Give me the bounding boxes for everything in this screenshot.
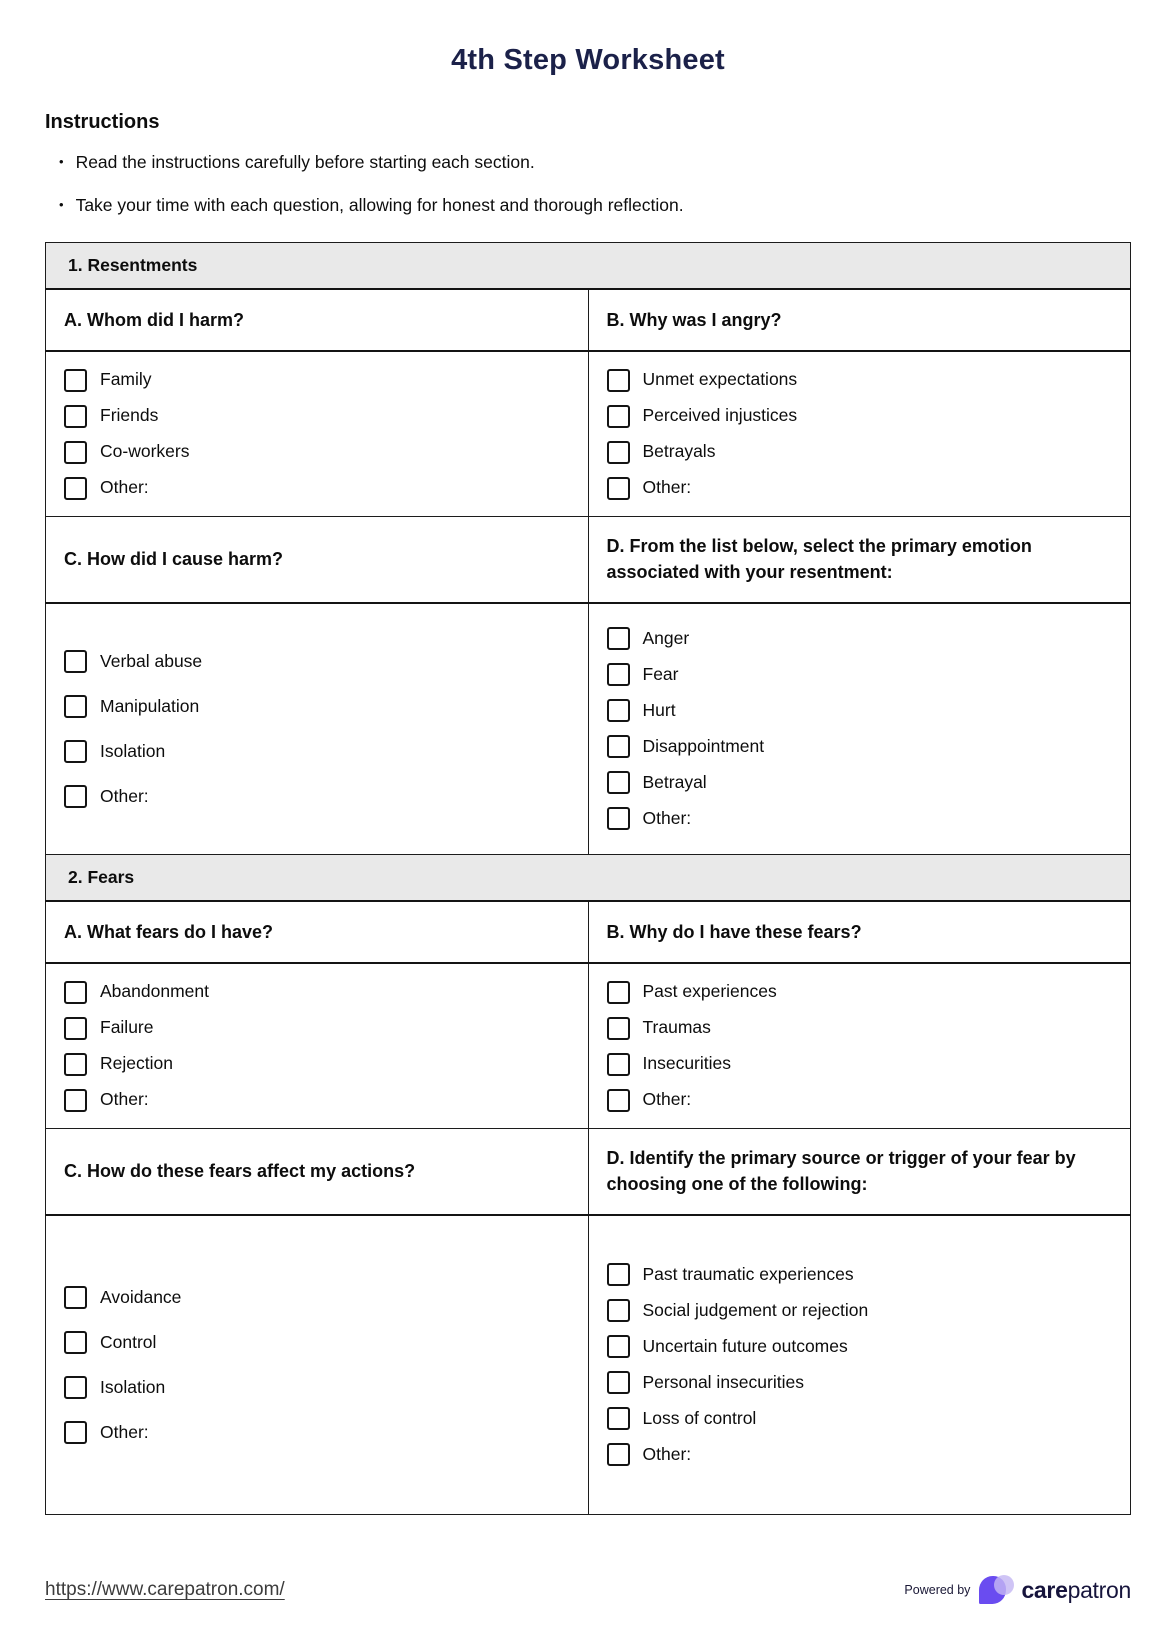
checkbox[interactable] (607, 981, 630, 1004)
checkbox-label: Loss of control (642, 1408, 757, 1429)
checkbox[interactable] (64, 650, 87, 673)
page-footer (0, 1574, 1176, 1606)
checkbox[interactable] (607, 663, 630, 686)
checkbox-label: Other: (642, 808, 692, 829)
checkbox[interactable] (64, 477, 87, 500)
question-a1: A. Whom did I harm? (46, 289, 589, 351)
checkbox[interactable] (64, 1017, 87, 1040)
checkbox-label: Family (100, 369, 152, 390)
page-title: 4th Step Worksheet (451, 44, 725, 76)
checkbox[interactable] (64, 405, 87, 428)
checkbox-label: Other: (642, 1089, 692, 1110)
checkbox-label: Uncertain future outcomes (642, 1336, 848, 1357)
checkbox-label: Other: (642, 477, 692, 498)
checkbox-option (64, 684, 570, 729)
checkbox-option (64, 1365, 570, 1410)
checkbox-option (64, 1010, 570, 1046)
checkbox-label: Friends (100, 405, 159, 426)
worksheet-table (45, 242, 1131, 1515)
checkbox[interactable] (607, 627, 630, 650)
checkbox-label: Other: (100, 1089, 149, 1110)
checkbox-label: Isolation (100, 1376, 166, 1397)
checkbox-label: Personal insecurities (642, 1372, 804, 1393)
checkbox-option (64, 729, 570, 774)
checkbox-option (607, 657, 1113, 693)
checkbox[interactable] (607, 369, 630, 392)
checkbox-label: Social judgement or rejection (642, 1300, 869, 1321)
question-row (46, 289, 1131, 351)
checkbox-option (607, 1257, 1113, 1293)
checkbox-option (64, 774, 570, 819)
question-a2: A. What fears do I have? (46, 901, 589, 963)
checkbox-option (64, 639, 570, 684)
checkbox-label: Verbal abuse (100, 650, 203, 671)
carepatron-logo-icon (979, 1574, 1015, 1606)
checkbox-label: Hurt (642, 700, 676, 721)
checkbox[interactable] (607, 1443, 630, 1466)
checkbox[interactable] (607, 1263, 630, 1286)
powered-by-label: Powered by (904, 1583, 971, 1597)
options-row (46, 603, 1131, 855)
checkbox[interactable] (607, 1089, 630, 1112)
checkbox[interactable] (64, 369, 87, 392)
checkbox-label: Traumas (642, 1017, 711, 1038)
question-c1: C. How did I cause harm? (46, 517, 589, 603)
checkbox-label: Past traumatic experiences (642, 1264, 854, 1285)
brand-wordmark-regular: patron (1067, 1576, 1131, 1603)
question-row (46, 1129, 1131, 1215)
options-cell-c1 (46, 603, 589, 855)
checkbox-label: Isolation (100, 740, 166, 761)
options-cell-b1 (588, 351, 1131, 517)
powered-by-brand (904, 1574, 1131, 1606)
question-b1: B. Why was I angry? (588, 289, 1131, 351)
checkbox-option (64, 1082, 570, 1118)
checkbox[interactable] (607, 405, 630, 428)
checkbox-option (64, 470, 570, 506)
checkbox-label: Past experiences (642, 981, 777, 1002)
question-b2: B. Why do I have these fears? (588, 901, 1131, 963)
checkbox-label: Anger (642, 628, 690, 649)
checkbox-label: Insecurities (642, 1053, 732, 1074)
checkbox[interactable] (64, 1286, 87, 1309)
checkbox-label: Fear (642, 664, 679, 685)
options-cell-a1 (46, 351, 589, 517)
checkbox-option (64, 1410, 570, 1455)
checkbox[interactable] (607, 771, 630, 794)
options-row (46, 963, 1131, 1129)
checkbox-label: Betrayal (642, 772, 707, 793)
section-header-resentments: 1. Resentments (46, 243, 1131, 290)
question-d2: D. Identify the primary source or trigger of your fear by choosing one of the following: (588, 1129, 1131, 1215)
section-header-row (46, 243, 1131, 290)
checkbox-option (607, 1437, 1113, 1473)
options-cell-a2 (46, 963, 589, 1129)
checkbox-label: Control (100, 1331, 157, 1352)
checkbox[interactable] (64, 1089, 87, 1112)
checkbox-option (607, 1082, 1113, 1118)
checkbox[interactable] (607, 699, 630, 722)
checkbox-option (607, 1401, 1113, 1437)
checkbox-option (64, 1275, 570, 1320)
checkbox[interactable] (64, 441, 87, 464)
question-row (46, 517, 1131, 603)
checkbox-option (607, 434, 1113, 470)
checkbox-label: Other: (642, 1444, 692, 1465)
options-cell-c2 (46, 1215, 589, 1515)
checkbox[interactable] (607, 477, 630, 500)
checkbox-option (607, 974, 1113, 1010)
checkbox-label: Other: (100, 477, 149, 498)
checkbox[interactable] (607, 735, 630, 758)
question-c2: C. How do these fears affect my actions? (46, 1129, 589, 1215)
options-row (46, 1215, 1131, 1515)
checkbox-label: Rejection (100, 1053, 173, 1074)
instructions-list (45, 152, 1131, 216)
checkbox-option (607, 398, 1113, 434)
checkbox[interactable] (64, 695, 87, 718)
instruction-text: Take your time with each question, allowing for honest and thorough reflection. (75, 195, 684, 215)
checkbox[interactable] (607, 1407, 630, 1430)
checkbox-option (607, 1329, 1113, 1365)
checkbox[interactable] (64, 785, 87, 808)
bullet-icon: • (59, 197, 64, 212)
checkbox-label: Failure (100, 1017, 154, 1038)
checkbox-label: Abandonment (100, 981, 209, 1002)
checkbox-label: Other: (100, 1421, 149, 1442)
instruction-text: Read the instructions carefully before starting each section. (75, 152, 535, 172)
checkbox[interactable] (607, 807, 630, 830)
brand-wordmark-bold: care (1021, 1576, 1068, 1603)
checkbox-option (607, 765, 1113, 801)
checkbox[interactable] (607, 441, 630, 464)
checkbox-label: Co-workers (100, 441, 190, 462)
checkbox-label: Perceived injustices (642, 405, 798, 426)
brand-wordmark (1021, 1577, 1131, 1604)
options-cell-b2 (588, 963, 1131, 1129)
checkbox-option (64, 362, 570, 398)
checkbox[interactable] (64, 1331, 87, 1354)
carepatron-link[interactable]: https://www.carepatron.com/ (45, 1579, 285, 1600)
checkbox-label: Avoidance (100, 1286, 182, 1307)
checkbox-option (607, 470, 1113, 506)
checkbox-option (607, 621, 1113, 657)
checkbox-option (64, 1046, 570, 1082)
checkbox[interactable] (64, 1421, 87, 1444)
question-row (46, 901, 1131, 963)
checkbox[interactable] (64, 1376, 87, 1399)
options-cell-d2 (588, 1215, 1131, 1515)
checkbox[interactable] (607, 1017, 630, 1040)
section-header-row (46, 855, 1131, 902)
checkbox-option (64, 434, 570, 470)
section-header-fears: 2. Fears (46, 855, 1131, 902)
checkbox-option (607, 1046, 1113, 1082)
options-cell-d1 (588, 603, 1131, 855)
checkbox-label: Unmet expectations (642, 369, 798, 390)
checkbox[interactable] (64, 981, 87, 1004)
checkbox[interactable] (607, 1335, 630, 1358)
checkbox-option (64, 1320, 570, 1365)
checkbox-option (64, 974, 570, 1010)
checkbox-option (607, 1010, 1113, 1046)
checkbox-label: Manipulation (100, 695, 200, 716)
bullet-icon: • (59, 154, 64, 169)
instruction-item (59, 195, 1131, 216)
checkbox-label: Other: (100, 785, 149, 806)
checkbox-option (607, 801, 1113, 837)
checkbox-label: Disappointment (642, 736, 765, 757)
question-d1: D. From the list below, select the primary emotion associated with your resentment: (588, 517, 1131, 603)
checkbox-option (64, 398, 570, 434)
instruction-item (59, 152, 1131, 173)
checkbox-option (607, 1293, 1113, 1329)
checkbox-option (607, 693, 1113, 729)
checkbox-option (607, 729, 1113, 765)
checkbox-label: Betrayals (642, 441, 716, 462)
options-row (46, 351, 1131, 517)
checkbox[interactable] (607, 1053, 630, 1076)
checkbox-option (607, 362, 1113, 398)
checkbox[interactable] (607, 1299, 630, 1322)
checkbox[interactable] (607, 1371, 630, 1394)
checkbox[interactable] (64, 740, 87, 763)
instructions-heading: Instructions (45, 111, 160, 133)
checkbox-option (607, 1365, 1113, 1401)
checkbox[interactable] (64, 1053, 87, 1076)
